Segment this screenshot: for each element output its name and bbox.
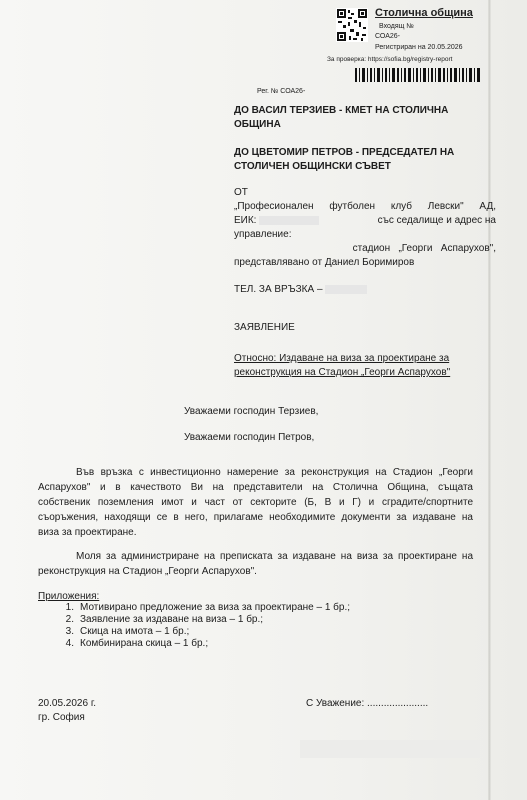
redacted-signature-area: [300, 740, 480, 758]
list-item: 4. Комбинирана скица – 1 бр.;: [65, 638, 209, 649]
sender-club: „Професионален футболен клуб Левски" АД,: [234, 201, 496, 212]
subject-line-2: реконструкция на Стадион „Георги Аспарухов": [234, 367, 451, 378]
contact-label: ТЕЛ. ЗА ВРЪЗКА –: [234, 284, 323, 295]
sender-seat: със седалище и адрес на: [377, 215, 496, 226]
body-p1-line-3: собственик поземления имот и част от секторите (Б, В и Г) и сградите/спортните: [38, 497, 473, 508]
subject-line-1: Относно: Издаване на виза за проектиране за: [234, 353, 450, 364]
contact-line: [234, 283, 367, 297]
sender-eik-line: [234, 214, 496, 228]
attachments-list: [54, 602, 350, 650]
greeting-terziev: Уважаеми господин Терзиев,: [184, 406, 319, 417]
body-p1-line-1: Във връзка с инвестиционно намерение за реконструкция на Стадион „Георги: [76, 467, 473, 478]
eik-label: ЕИК:: [234, 215, 257, 226]
sender-stadium: стадион „Георги Аспарухов",: [352, 243, 496, 254]
attachments-title: Приложения:: [38, 591, 100, 602]
document-type: ЗАЯВЛЕНИЕ: [234, 322, 295, 333]
list-item: 2. Заявление за издаване на виза – 1 бр.;: [65, 614, 264, 625]
body-p2-line-2: реконструкция на Стадион „Георги Аспарухов".: [38, 566, 257, 577]
recipient-mayor: ДО ВАСИЛ ТЕРЗИЕВ - КМЕТ НА СТОЛИЧНА ОБЩИНА: [234, 105, 449, 130]
footer-city: гр. София: [38, 712, 85, 723]
redacted-eik: [259, 216, 319, 225]
stamp-check-link[interactable]: За проверка: https://sofia.bg/registry-report: [327, 56, 453, 63]
barcode-icon: [355, 68, 480, 82]
stamp-number: СОА26-: [375, 33, 400, 40]
body-p1-line-5: виза за проектиране.: [38, 527, 137, 538]
stamp-title: Столична община: [375, 7, 473, 19]
recipient-council-chair: ДО ЦВЕТОМИР ПЕТРОВ - ПРЕДСЕДАТЕЛ НА СТОЛИЧЕН ОБЩИНСКИ СЪВЕТ: [234, 147, 455, 172]
sender-representative: представлявано от Даниел Боримиров: [234, 257, 415, 268]
sender-from-label: ОТ: [234, 187, 248, 198]
list-item: 1. Мотивирано предложение за виза за проектиране – 1 бр.;: [65, 602, 351, 613]
footer-date: 20.05.2026 г.: [38, 698, 97, 709]
stamp-incoming: Входящ №: [379, 23, 414, 30]
redacted-phone: [325, 285, 367, 294]
qr-code-icon: [336, 8, 368, 42]
stamp-registered: Регистриран на 20.05.2026: [375, 44, 463, 51]
sender-management: управление:: [234, 229, 292, 240]
registry-number: Рег. № СОА26-: [257, 88, 306, 95]
body-p1-line-2: Аспарухов" и в качеството Ви на представители на Столична Община, същата: [38, 482, 473, 493]
registry-stamp: [327, 4, 483, 84]
signature-line: С Уважение: ......................: [306, 698, 429, 709]
body-p1-line-4: съоръжения, находящи се в него, прилагаме необходимите документи за издаване на: [38, 512, 473, 523]
greeting-petrov: Уважаеми господин Петров,: [184, 432, 315, 443]
list-item: 3. Скица на имота – 1 бр.;: [65, 626, 190, 637]
body-p2-line-1: Моля за администриране на преписката за издаване на виза за проектиране на: [76, 551, 473, 562]
